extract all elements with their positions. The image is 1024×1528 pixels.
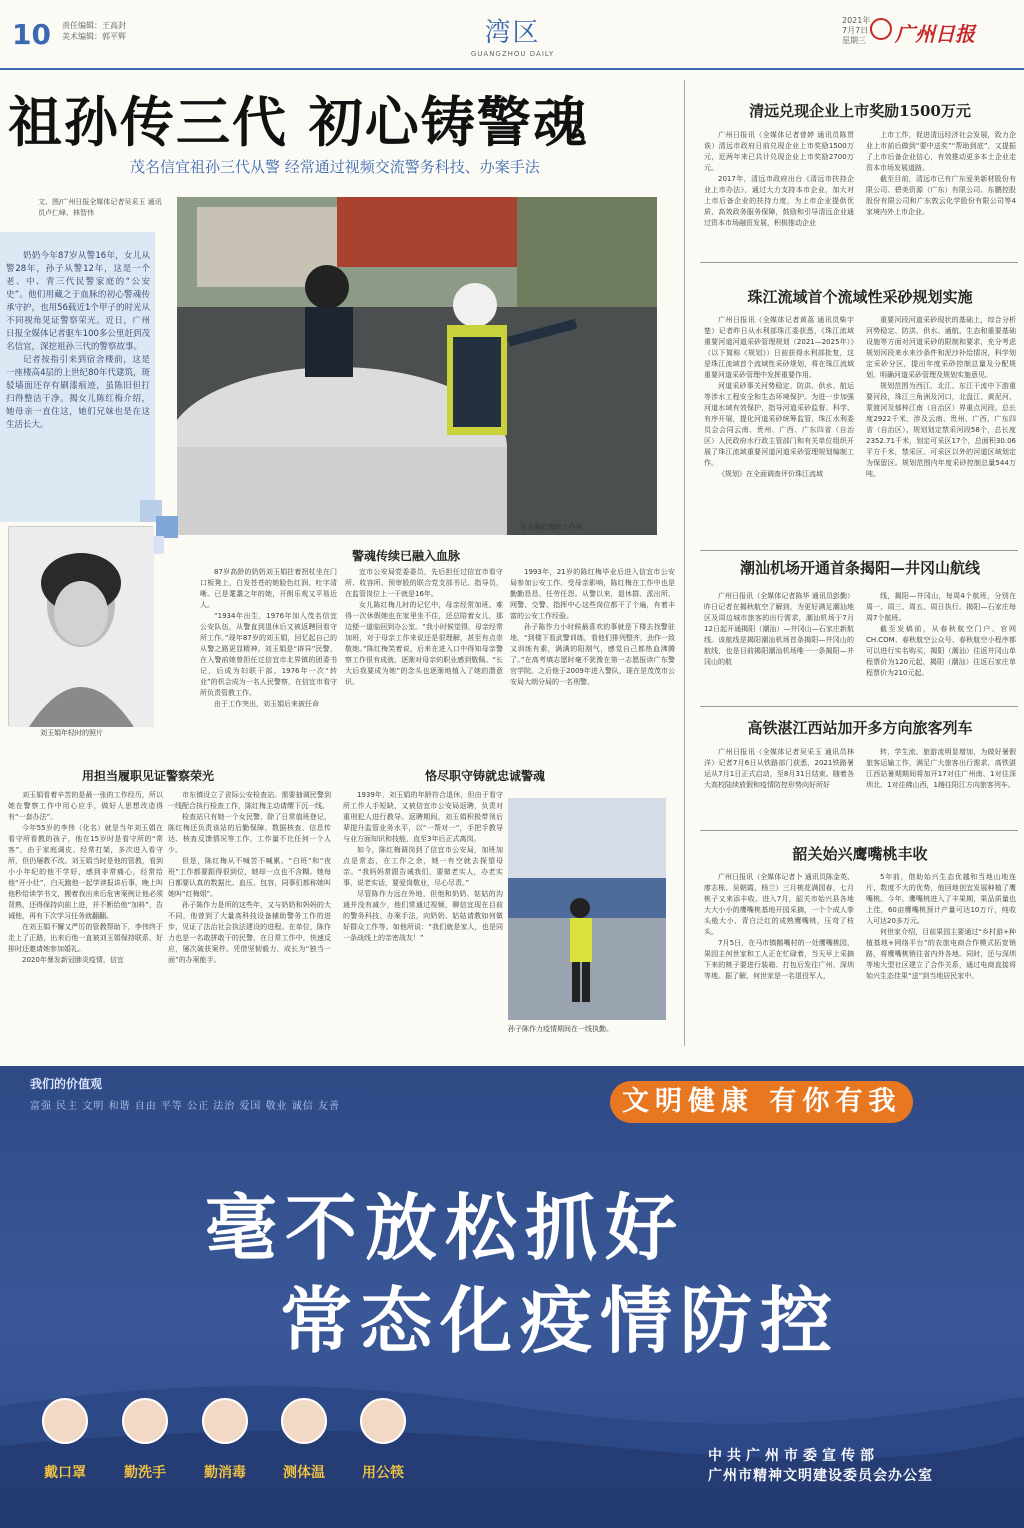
paragraph: 广州日报讯（全媒体记者吴采玉 通讯员林洋）记者7月6日从铁路部门获悉，2021铁路暑运从7月1日正式启动，至8月31日结束。随着各大高校陆续放假和疫情防控形势向好所好 — [704, 748, 854, 789]
paragraph: 宜市公安局党委委员，先后担任过信宜市看守所、收容所、预审股的联合党支部书记、指导员，在监管岗位上一干就是16年。 — [345, 568, 503, 598]
paragraph: 重要河段河道采砂现状的基础上，综合分析河势稳定、防洪、供水、通航、生态和重要基础设施等方面对河道采砂的限制和要求，充分考虑规划河段来水来沙条件和泥沙补给情况，科学划定采砂分区，提出年度采砂控制总量及分配规划，明确河道采砂管理及规划实施意见。 — [866, 316, 1016, 379]
paragraph: 何世家介绍，目前果园主要通过“乡村游+种植基地+网络平台”的农旅电商合作模式拓宽销路，将鹰嘴桃销往省内外各地。同时，还与深圳等地大型社区建立了合作关系，通过电商直接将始兴生态佳果“送”到当地居民家中。 — [866, 928, 1016, 980]
paragraph: 《规划》在全面调查评价珠江流域 — [718, 470, 823, 478]
brief-text — [704, 747, 854, 804]
article-column — [8, 790, 163, 1020]
main-subheadline: 茂名信宜祖孙三代从警 经常通过视频交流警务科技、办案手法 — [130, 158, 540, 176]
byline: 文、图/广州日报全媒体记者吴采玉 通讯员卢仁峰、林智伟 — [38, 198, 162, 217]
paragraph: 截至目前，清远市已有广东爱美新材股份有限公司、碧美资源（广东）有限公司、东鹏控股股份有限公司和广东敦云化学股份有限公司等4家境内外上市企业。 — [866, 175, 1016, 216]
section-title: 湾区 — [484, 18, 541, 48]
paragraph: 奶奶今年87岁从警16年，女儿从警28年，孙子从警12年，这是一个老、中、青三代民警家庭的“公安史”。他们用藏之于血脉的初心警魂传承守护，也用56载近1个甲子的时光从不同视角见证警察荣光。近日，广州日报全媒体记者驱车100多公里赶到茂名信宜，深挖祖孙三代的警察故事。 — [6, 251, 150, 352]
ad-sponsor-2: 广州市精神文明建设委员会办公室 — [708, 1468, 933, 1484]
officer-photo-illustration — [508, 798, 666, 1020]
date-weekday: 星期三 — [842, 36, 866, 45]
ad-tip-label: 测体温 — [283, 1465, 325, 1481]
paragraph: 市东镇设立了省际公安检查站。需要抽调民警到一线配合执行检查工作，陈红梅主动请缨下沉一线。 — [168, 791, 331, 810]
column-divider — [684, 80, 685, 1046]
brief-title: 珠江流域首个流域性采砂规划实施 — [747, 288, 973, 306]
section-heading-1: 警魂传续已融入血脉 — [352, 549, 461, 563]
article-column — [510, 567, 675, 747]
paragraph: 刘玉娟看着辛苦的是最一张的工作经历，所以她在警察工作中用心应手，做好人思想改造得有“一套办法”。 — [8, 791, 163, 821]
old-portrait-photo — [8, 526, 153, 726]
ad-tip-label: 戴口罩 — [44, 1465, 86, 1481]
brief-text — [704, 130, 854, 230]
main-photo-caption: 女儿陈红梅的工作照 — [520, 523, 583, 531]
police-photo-illustration — [177, 197, 657, 535]
paragraph: 广州日报讯（全媒体记者黄荔 通讯员柴宇楚）记者昨日从水利部珠江委获悉，《珠江流域重要河道河道采砂管理规划（2021—2025年）》（以下简称《规划》）日前获得水利部批复，这是珠江流域首个流域性采砂规划，将在珠江流域重要河道采砂管理中发挥重要作用。 — [704, 316, 854, 379]
date-year: 2021年 — [842, 16, 871, 25]
brief-title: 高铁湛江西站加开多方向旅客列车 — [747, 719, 973, 737]
paragraph: 规划范围为西江、北江、东江干流中下游重要河段，珠江三角洲及河口，北盘江、黄泥河、蒙渡河及郁梓江南（自治区）界重点河段。总长度2922千米，涉及云南、贵州、广西、广东四省（自治区）。规划划定禁采河段58个，总长度2352.71千米，划定可采区17个，总面积30.06平方千米，禁采区、可采区以外的河道区域划定为保留区。规划范围内年度采砂控制总量544万吨。 — [866, 382, 1016, 478]
paragraph: 女儿陈红梅儿时的记忆中，母亲经常加班。难得一次休假她也在家里坐不住，还总陪着女儿，那边便一道临回到办公室。“我小时候觉得，母亲经常加班，对于母亲工作来说还是很理解，甚至有点崇敬她。”陈红梅笑着说，后来在进入口中得知母亲警察工作很有成就，逐渐对母亲的职业感到敬佩。“长大后我要成为她”的念头也逐渐地植入了她的潜意识。 — [345, 601, 503, 686]
page-number: 10 — [12, 18, 51, 51]
duty-photo — [508, 798, 666, 1020]
paragraph: 2017年，清远市政府出台《清远市扶持企业上市办法》，通过大力支持本市企业，加大对上市后备企业的扶持力度，为上市企业提供优质、高效政务服务保障，鼓励和引导清远企业通过资本市场融资发展，积极推动企业 — [704, 175, 854, 227]
paragraph: 广州日报讯（全媒体记者曾婷 通讯员陈贯诶）清远市政府日前兑现企业上市奖励1500万元，近两年来已共计兑现企业上市奖励2700万元。 — [704, 131, 854, 172]
duty-photo-caption: 孙子陈作力疫情期间在一线执勤。 — [508, 1025, 613, 1033]
ad-value-title: 我们的价值观 — [30, 1077, 103, 1091]
paragraph: 转，学生流、旅游流明显增加，为做好暑假旅客运输工作，满足广大旅客出行需求，高铁湛江西站暑期期间将加开17对往广州南、1对往深圳北、1对往佛山西，1趟往阳江方向旅客列车。 — [866, 748, 1016, 789]
paragraph: 由于工作突出，刘玉娟后来被任命 — [214, 700, 319, 708]
main-headline: 祖孙传三代 初心铸警魂 — [8, 91, 589, 154]
article-column — [168, 790, 331, 1020]
paragraph: “1934年出生，1976年加入茂名信宜公安队伍，从警直到退休后又被返聘回看守所工作。”现年87岁的刘玉娟，回忆起自己的从警之路更显精神。刘玉娟是“辟异”民警，在入警前她曾担任过信宜市北界镇的团委书记，后成为妇联干部。1976年一次“转业”的机会成为一名人民警察，在信宜市看守所负责管教工作。 — [200, 612, 337, 697]
paragraph: 1939年，刘玉娟的年龄符合退休，但由于看守所工作人手短缺，又被信宜市公安局返聘，负责对重刑犯人进行教导。返聘期间，刘玉娟积极带领后辈提升监管业务水平，以“一帮对一”，手把手教导与业方面知识和技能，直至3年后正式离岗。 — [343, 791, 503, 843]
brief-divider — [700, 262, 1018, 263]
brief-text — [866, 130, 1016, 230]
ad-sponsor-1: 中共广州市委宣传部 — [708, 1448, 879, 1464]
article-column — [343, 790, 503, 1035]
paragraph: 今年55岁的李伟（化名）就是当年刘玉娟在看守所看教的孩子，他在15岁时是看守所的“常客”，由于家庭调皮、经常打架，多次进入看守所，但仍屡教不改。刘玉娟当时是他的管教，看到小小年纪的他不学好，感到非常痛心，经常给他“开小灶”，白天跑他一起学读报讲后事，晚上叫他秒给读学书文，搬着我出来后危害案例让他必须背熟，还得保持向前上进，并不断给他“加料”，告诫他，再有下次学习任务就翻翻。 — [8, 824, 163, 920]
handwash-icon — [122, 1398, 168, 1444]
paragraph: 河道采砂事关河势稳定、防洪、供水、航运等涉水工程安全和生态环境保护。为进一步加强河道水域有效保护，指导河道采砂监督、科学、有序开展，提化河道采砂统筹监管，珠江水利委员会会同云南、贵州、广西、广东四省（自治区）人民政府水行政主管部门和有关单位组织开展了珠江流域重要河道河道采砂管理规划编制工作。 — [704, 382, 854, 467]
ad-slogan-badge: 文明健康 有你有我 — [610, 1081, 913, 1123]
ad-tip-label: 勤洗手 — [124, 1465, 166, 1481]
paragraph: 广州日报讯（全媒体记者陈华 通讯员彭勤）昨日记者在揭秋航空了解到，为更好满足潮汕地区及周边城市旅客的出行需求，潮汕机场于7月12日起开通揭阳（潮汕）—井冈山—石家庄新航线。该航线是揭阳潮汕机场首条揭阳—井冈山的航线，也是目前揭阳潮汕机场唯一一条揭阳—井冈山的航 — [704, 592, 854, 666]
paragraph: 2020年暴发新冠肺炎疫情，信宜 — [22, 956, 124, 964]
brief-text — [704, 591, 854, 686]
paragraph: 孙子陈作力小时候最喜欢的事就是下楼去找警驻地，“到楼下看武警训练，看他们排列整齐，劲作一致又训练有素，满满的阳刚气，感觉自己都热血沸腾了。”在高考填志愿时毫不犹豫在第一志愿报读广东警官学院。之后他于2009年进入警队，现在是茂茂市公安局大朗分局的一名刑警。 — [510, 623, 675, 686]
brief-title: 潮汕机场开通首条揭阳—井冈山航线 — [739, 559, 980, 577]
paragraph: 孙子陈作力是所的这些年，又与奶奶和妈妈的大不同，他曾到了大量高科技设备辅助警务工作的进步，见证了法治社会执法建设的进程。在单位，陈作力也是一名敢拼敢干的民警，在日常工作中，快速反应，屡次破获案件。凭借坚韧毅力，成长为“独当一面”的办案能手。 — [168, 901, 331, 964]
section-subtitle: GUANGZHOU DAILY — [470, 50, 555, 58]
brief-text — [704, 315, 854, 543]
paragraph: 线，揭阳—井冈山，每周4个航班，分别在周一、周三、周五、周日执行。揭阳—石家庄每周7个航班。 — [866, 592, 1016, 622]
paragraph: 1993年，21岁的陈红梅毕业后进入信宜市公安局参加公安工作。受母亲影响，陈红梅在工作中也是勤勤恳恳、任劳任怨。从警以来，退休群、派出所、网警、交警、指挥中心这些岗位都干了个遍，有着丰富的公安工作经验。 — [510, 568, 675, 620]
newspaper-logo-icon — [870, 18, 892, 40]
paragraph: 上市工作，促进清远经济社会发展，致力企业上市前后做到“要中送奖”“帮助到底”，又提振了上市后备企业信心，有效推动更多本土企业走资本市场发展道路。 — [866, 131, 1016, 172]
ad-main-line-1: 毫不放松抓好 — [205, 1186, 686, 1270]
art-editor-line: 美术编辑：郭平辉 — [62, 32, 126, 41]
thermometer-icon — [281, 1398, 327, 1444]
editor-line: 责任编辑：王高封 — [62, 21, 126, 30]
issue-date — [842, 16, 870, 46]
brief-text — [866, 591, 1016, 686]
header-divider — [0, 68, 1024, 70]
paragraph: 7月5日，在马市镇鹅嘴村的一处鹰嘴桃园，果园主何世家和工人正在忙碌着，当天早上采摘下来的桃子要进行装箱、打包后发往广州、深圳等地。据了解，何世家是一名退役军人， — [704, 939, 854, 980]
paragraph: 87岁高龄的奶奶刘玉娟拄着拐杖坐在门口板凳上，白发苍苍的她脸色红润、吐字清晰。已是耄耋之年的她，开朗乐观又平易近人。 — [200, 568, 337, 609]
chopsticks-icon — [360, 1398, 406, 1444]
brief-text — [866, 315, 1016, 543]
brief-title: 韶关始兴鹰嘴桃丰收 — [792, 845, 928, 863]
brief-divider — [700, 550, 1018, 551]
paragraph: 如今，陈红梅调岗到了信宜市公安局，加班加点是常态，在工作之余，她一有空就去探望母亲。“我妈妈常跟告诫我们，要做老实人，办老实事，说老实话，要爱岗敬业，尽心尽责。” — [343, 846, 503, 887]
ad-main-line-2: 常态化疫情防控 — [280, 1279, 841, 1363]
paragraph: 尽管陈作力远在外地，但他和奶奶、姑姑的沟通并没有减少，他们常通过视频，聊信宜现在目前的警务科技、办案手法，向奶奶、姑姑请教如何做好群众工作等。如他所说：“我们就是家人，也是同一条战线上的亲密战友！” — [343, 890, 503, 942]
brief-text — [704, 872, 854, 1042]
paragraph: 记者按指引来到宿舍楼前，这是一座楼高4层的上世纪80年代建筑，斑驳墙面还存有刷漆痕迹，虽陈旧但打扫得整洁干净。揭女儿陈红梅介绍，她母亲一直住这，她们兄妹也是在这生活长大。 — [6, 355, 150, 430]
ad-tip-label: 用公筷 — [362, 1465, 404, 1481]
main-photo — [177, 197, 657, 535]
brief-divider — [700, 830, 1018, 831]
article-column — [345, 567, 503, 747]
paragraph: 但是，陈红梅从不喊苦不喊累。“白班”和“夜班”工作都要跟得很到位，她却一点也不含糊。她每日都要认真的数据比、血压、包容，同事们都称她叫她叫“红梅姐”。 — [168, 857, 331, 898]
disinfect-icon — [202, 1398, 248, 1444]
brief-text — [866, 747, 1016, 804]
masthead: 广州日报 — [895, 22, 975, 46]
editor-credits — [62, 20, 126, 42]
paragraph: 在刘玉娟不懈又严厉的管教帮助下，李伟终于走上了正路，出来后他一直被刘玉娟保持联系，好排时还邀请她参加婚礼。 — [8, 923, 163, 953]
article-column — [200, 567, 337, 747]
ad-value-words: 富强 民主 文明 和谐 自由 平等 公正 法治 爱国 敬业 诚信 友善 — [30, 1101, 340, 1112]
section-heading-3: 恪尽职守铸就忠诚警魂 — [425, 769, 546, 783]
intro-text — [6, 250, 150, 510]
brief-title: 清远兑现企业上市奖励1500万元 — [749, 102, 971, 120]
paragraph: 检查站只有她一个女民警，除了日常值班登记，陈红梅还负责该站的后勤保障、数据核查、信息传达、核查反馈情况等工作，工作量不比任何一个人少。 — [168, 813, 331, 854]
paragraph: 广州日报讯（全媒体记者卜 通讯员陈金英、廖志栋、吴朝霞、杨兰）三月桃花满园春，七月桃子又来添丰收。进入7月，韶关市始兴县各地大大小小的鹰嘴桃基地开园采摘，一个个成人拳头般大小、青白泛红的成熟鹰嘴桃，压弯了枝头。 — [704, 873, 854, 936]
paragraph: 截至发稿前，从春秋航空门户、官网CH.COM、春秋航空公众号、春秋航空小程序都可以进行实名购买，揭阳（潮汕）往返井冈山单程票价为120元起，揭阳（潮汕）往返石家庄单程票价为210元起。 — [866, 625, 1016, 677]
ad-tip-label: 勤消毒 — [204, 1465, 246, 1481]
old-photo-caption: 刘玉娟年轻时的照片 — [40, 729, 103, 737]
portrait-illustration — [9, 527, 154, 727]
paragraph: 5年前，借助始兴生态优越和当地山地连片、数度不大的优势，他回地创宜发展种植了鹰嘴桃。今年，鹰嘴桃进入了丰果期，果品质量也上佳，60亩鹰嘴桃预计产量可达10万斤，纯收入可达20多万元。 — [866, 873, 1016, 925]
brief-text — [866, 872, 1016, 1042]
date-day: 7月7日 — [842, 26, 869, 35]
mask-icon — [42, 1398, 88, 1444]
brief-divider — [700, 706, 1018, 707]
section-heading-2: 用担当履职见证警察荣光 — [82, 769, 215, 783]
